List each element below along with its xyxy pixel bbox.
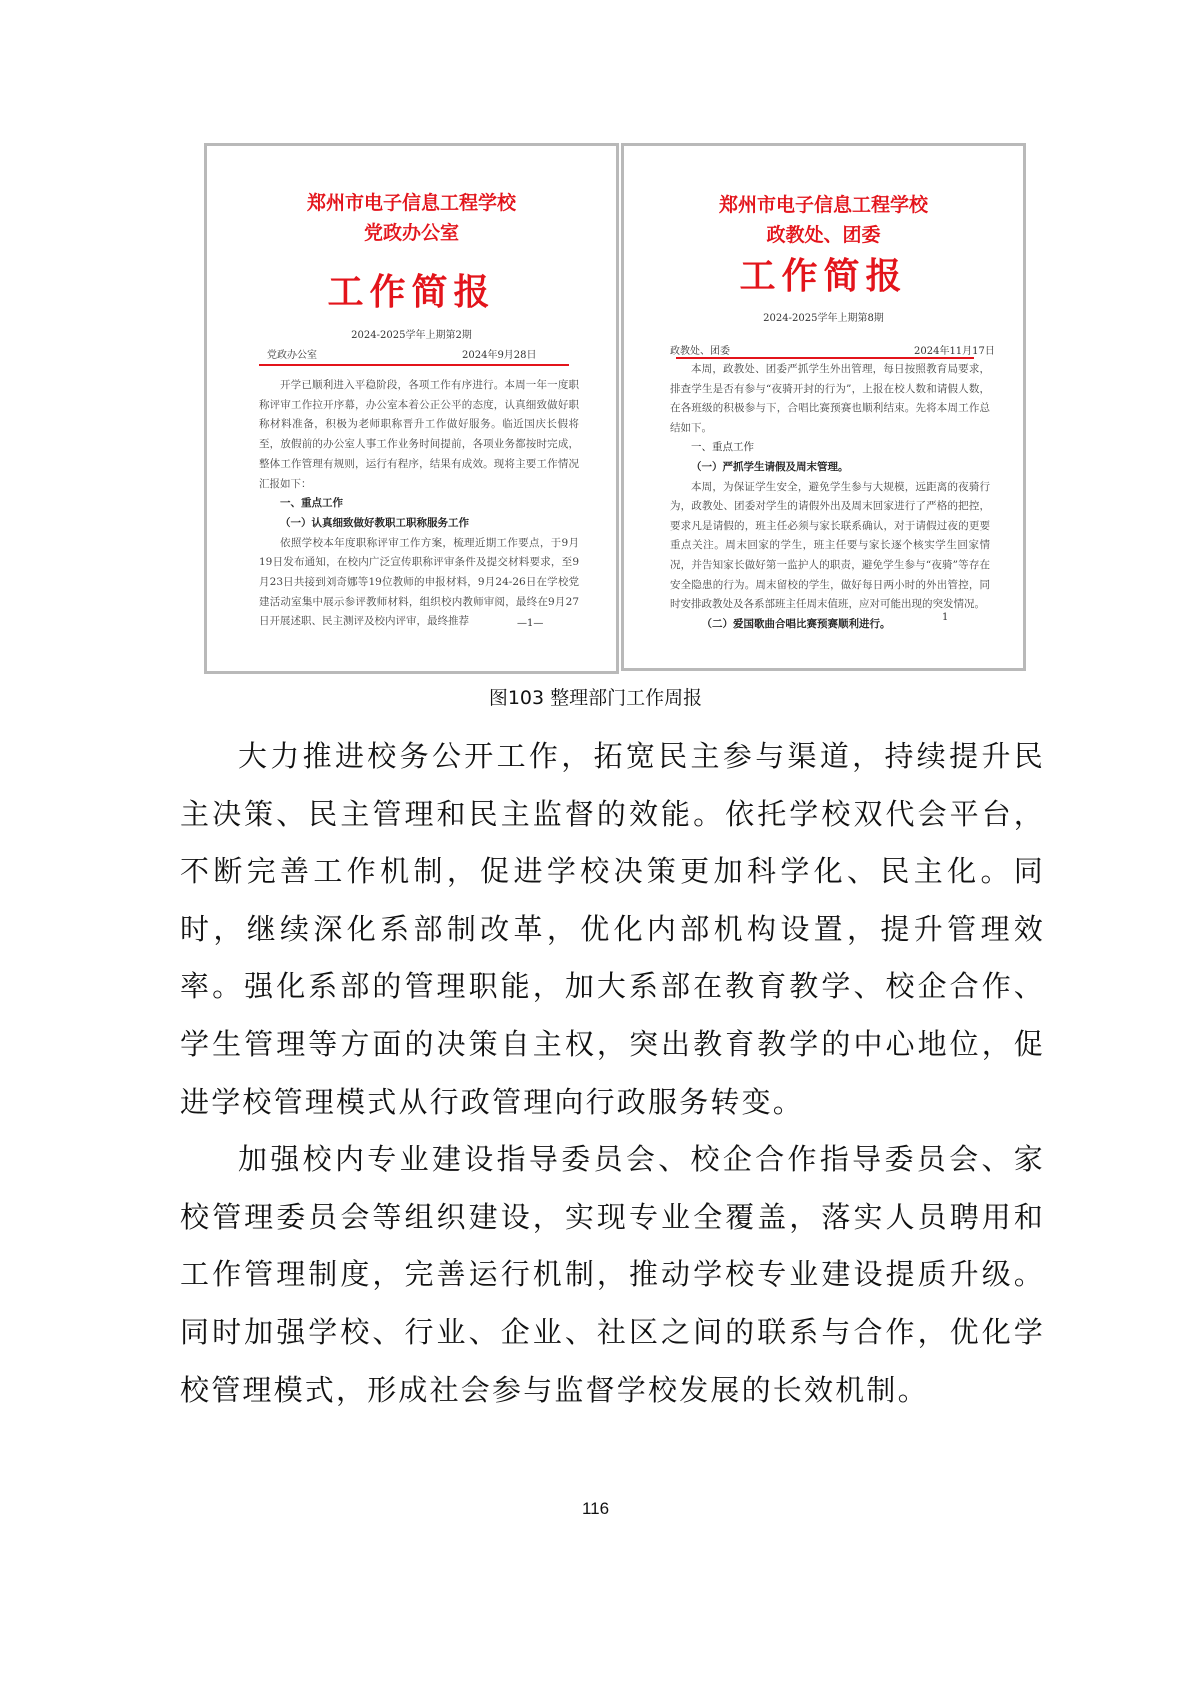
left-school-name: 郑州市电子信息工程学校 xyxy=(306,192,516,214)
body-paragraph: 大力推进校务公开工作，拓宽民主参与渠道，持续提升民主决策、民主管理和民主监督的效能。依托学校双代会平台，不断完善工作机制，促进学校决策更加科学化、民主化。同时，继续深化系部制改革，优化内部机构设置，提升管理效率。强化系部的管理职能，加大系部在教育教学、校企合作、学生管理等方面的决策自主权，突出教育教学的中心地位，促进学校管理模式从行政管理向行政服务转变。 xyxy=(180,739,1045,1119)
body-text xyxy=(180,728,1045,1419)
right-issue-number: 2024-2025学年上期第8期 xyxy=(763,313,884,324)
right-school-name: 郑州市电子信息工程学校 xyxy=(718,194,928,216)
right-date: 2024年11月17日 xyxy=(914,346,995,357)
right-paragraph-2: 本周，为保证学生安全，避免学生参与大规模，远距离的夜骑行为，政教处、团委对学生的请假外出及周末回家进行了严格的把控，要求凡是请假的，班主任必须与家长联系确认，对于请假过夜的更要重点关注。周末回家的学生，班主任要与家长逐个核实学生回家情况，并告知家长做好第一监护人的职责，避免学生参与“夜骑”等存在安全隐患的行为。周末留校的学生，做好每日两小时的外出管控，同时安排政教处及各系部班主任周末值班，应对可能出现的突发情况。 xyxy=(670,480,990,611)
right-paragraph: 本周，政教处、团委严抓学生外出管理，每日按照教育局要求，排查学生是否有参与“夜骑开封的行为”，上报在校人数和请假人数，在各班级的积极参与下，合唱比赛预赛也顺利结束。先将本周工作总结如下。 xyxy=(670,363,990,434)
left-red-rule xyxy=(259,364,569,366)
right-banner-title: 工作简报 xyxy=(739,256,908,297)
figure-caption: 图103 整理部门工作周报 xyxy=(488,687,703,709)
left-dept: 党政办公室 xyxy=(267,350,317,361)
left-heading-2: （一）认真细致做好教职工职称服务工作 xyxy=(280,516,469,529)
left-banner-title: 工作简报 xyxy=(327,272,496,313)
page-number: 116 xyxy=(581,1499,610,1518)
left-heading-1: 一、重点工作 xyxy=(280,497,343,510)
left-page-mark: —1— xyxy=(517,618,544,629)
figure-right-bulletin xyxy=(621,143,1026,671)
right-body xyxy=(670,360,990,634)
right-heading-2: （一）严抓学生请假及周末管理。 xyxy=(691,460,849,473)
left-paragraph-2: 依照学校本年度职称评审工作方案，梳理近期工作要点，于9月19日发布通知，在校内广泛宣传职称评审条件及提交材料要求，至9月23日共接到刘奇娜等19位教师的申报材料，9月24-26日在学校党建活动室集中展示参评教师材料，组织校内教师审阅，最终在9月27日开展述职、民主测评及校内评审，最终推荐 xyxy=(259,536,579,628)
right-office-name: 政教处、团委 xyxy=(766,224,881,246)
left-office-name: 党政办公室 xyxy=(363,222,459,244)
right-heading-3: （二）爱国歌曲合唱比赛预赛顺利进行。 xyxy=(701,617,891,630)
right-red-rule xyxy=(676,357,974,359)
right-heading-1: 一、重点工作 xyxy=(691,441,754,454)
figure-left-bulletin xyxy=(204,143,619,674)
left-date: 2024年9月28日 xyxy=(462,350,537,361)
left-paragraph: 开学已顺利进入平稳阶段，各项工作有序进行。本周一年一度职称评审工作拉开序幕，办公室本着公正公平的态度，认真细致做好职称材料准备，积极为老师职称晋升工作做好服务。临近国庆长假将至，放假前的办公室人事工作业务时间提前，各项业务都按时完成，整体工作管理有规则，运行有程序，结果有成效。现将主要工作情况汇报如下： xyxy=(259,379,579,490)
left-body xyxy=(259,376,579,632)
body-paragraph: 加强校内专业建设指导委员会、校企合作指导委员会、家校管理委员会等组织建设，实现专业全覆盖，落实人员聘用和工作管理制度，完善运行机制，推动学校专业建设提质升级。同时加强学校、行业、企业、社区之间的联系与合作，优化学校管理模式，形成社会参与监督学校发展的长效机制。 xyxy=(180,1142,1045,1407)
right-dept: 政教处、团委 xyxy=(670,346,730,357)
left-issue-number: 2024-2025学年上期第2期 xyxy=(351,330,472,341)
right-page-mark: 1 xyxy=(942,612,949,623)
